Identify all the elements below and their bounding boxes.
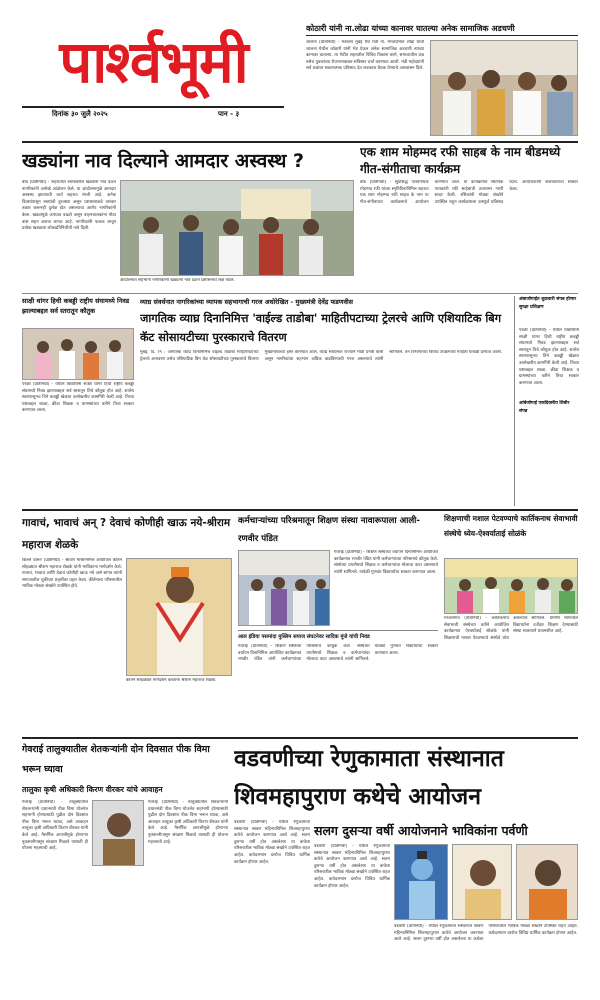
headline-kabaddi: साक्षी थांगर हिची कबड्डी राष्ट्रीय संघामध्ये निवड झाल्याबद्दल सर्व स्तरातून कौतुक: [22, 297, 130, 315]
photo-renuka-person1: [452, 844, 512, 920]
caption-gavach: कीर्तन सोहळ्यात मार्गदर्शन करताना श्रीराम महाराज शेळके.: [126, 678, 217, 683]
headline-mashal: शिक्षणाची मशाल पेटवण्याचे कार्तिकनाथ सेवाभावी संस्थेचे ध्येय-ऐश्वर्याताई सोळंके: [444, 514, 578, 538]
caption-mla: आंदोलनात सहभागी नागरिकांनी खड्यांना नावे देऊन प्रशासनाचे लक्ष वेधले.: [120, 278, 235, 283]
kicker-wildlife: व्याघ्र संवर्धनात नागरिकांच्या व्यापक सहभागाची गरज अधोरेखित - मुख्यमंत्री देवेंद्र फडणवीस: [140, 298, 353, 306]
headline-rafi: एक शाम मोहम्मद रफी साहब के नाम बीडमध्ये गीत-संगीताचा कार्यक्रम: [360, 145, 561, 176]
body-shikshan-2: गेवराई (प्रतिनिधी) - शिक्षण संस्थेच्या वर्धापन दिनानिमित्त आयोजित कार्यक्रमात रणवीर पंडित यांनी कर्मचाऱ्यांच्या परिश्रमाचे कौतुक केले. संस्थेच्या प्रगतीमध्ये शिक्षक व कर्मचाऱ्यांचा मोलाचा वाटा असल्याचे त्यांनी सांगितले. यावेळी गुणवंत विद्यार्थ्यांचा सत्कार करण्यात आला.: [238, 644, 438, 663]
article-wildlife: [140, 296, 508, 506]
body-renuka: वडवणी (प्रतिनिधी) - येथील रेणुकामाता संस्थानात श्रावण महिन्यानिमित्त शिवमहापुराण कथेचे आयोजन करण्यात आले आहे. सलग दुसऱ्या वर्षी होत असलेल्या या कथेला परिसरातील भाविक मोठ्या संख्येने उपस्थित राहत आहेत. कथेदरम्यान दररोज विविध धार्मिक कार्यक्रम होणार आहेत.: [234, 820, 310, 865]
photo-shikshan: [238, 550, 330, 626]
rule-bottom: [22, 737, 578, 739]
article-mashal: [444, 512, 578, 734]
masthead-rule: [22, 106, 284, 108]
side-box-filler: परळी (प्रतिनिधी) - येथील विद्यार्थिनी साक्षी थांगर हिची राष्ट्रीय कबड्डी संघामध्ये निवड झाल्याबद्दल सर्व स्तरातून तिचे कौतुक होत आहे. शालेय स्तरापासूनच तिने कबड्डी खेळात उल्लेखनीय कामगिरी केली आहे. तिच्या यशाबद्दल शाळा, क्रीडा शिक्षक व ग्रामस्थांच्या वतीने तिचा सत्कार करण्यात आला.: [519, 328, 579, 386]
headline-mla: खड्यांना नाव दिल्याने आमदार अस्वस्थ ?: [22, 150, 305, 172]
headline-renuka: वडवणीच्या रेणुकामाता संस्थानात शिवमहापुराण कथेचे आयोजन: [234, 746, 504, 810]
headline-wildlife: जागतिक व्याघ्र दिनानिमित्त 'वाईल्ड ताडोबा' माहितीपटाच्या ट्रेलरचे आणि एशियाटिक बिग कॅट सोसायटीच्या पुरस्काराचे वितरण: [140, 312, 502, 344]
masthead: [22, 20, 284, 122]
subhead-renuka: सलग दुसऱ्या वर्षी आयोजनाने भाविकांना पर्वणी: [314, 823, 528, 838]
photo-kabaddi: [22, 328, 134, 380]
rule-mid2: [22, 509, 578, 511]
photo-renuka-person2: [516, 844, 578, 920]
body-pikvima: गेवराई (प्रतिनिधी) - तालुक्यातील शेतकऱ्यांनी प्रधानमंत्री पीक विमा योजनेत सहभागी होण्यासाठी पुढील दोन दिवसांत पीक विमा भरून घ्यावा, असे आवाहन तालुका कृषी अधिकारी किरण वीरकर यांनी केले आहे. नैसर्गिक आपत्तीमुळे होणाऱ्या नुकसानीपासून संरक्षण मिळावे यासाठी ही योजना महत्त्वाची आहे.: [22, 800, 88, 852]
rule-top: [22, 141, 578, 143]
photo-kothari: [430, 40, 578, 136]
body-renuka-2: वडवणी (प्रतिनिधी) - येथील रेणुकामाता संस्थानात श्रावण महिन्यानिमित्त शिवमहापुराण कथेचे आयोजन करण्यात आले आहे. सलग दुसऱ्या वर्षी होत असलेल्या या कथेला परिसरातील भाविक मोठ्या संख्येने उपस्थित राहत आहेत. कथेदरम्यान दररोज विविध धार्मिक कार्यक्रम होणार आहेत.: [314, 844, 390, 889]
article-kabaddi: [22, 296, 134, 506]
photo-pikvima: [92, 800, 144, 866]
body-mla: बीड (प्रतिनिधी) - शहरातील रस्त्यांवरील खड्यांना नाव देऊन नागरिकांनी अनोखे आंदोलन केले. या आंदोलनामुळे आमदार अस्वस्थ झाल्याची चर्चा शहरात रंगली आहे. अनेक दिवसांपासून रस्त्यांची दुरवस्था असून प्रशासनाकडे वारंवार तक्रार करूनही दुर्लक्ष होत असल्याचा आरोप नागरिकांनी केला. खड्यांमुळे अपघात वाढले असून वाहनचालकांना मोठा त्रास सहन करावा लागत आहे. नागरिकांनी फलक लावून प्रत्येक खड्याला लोकप्रतिनिधींची नावे दिली.: [22, 180, 116, 232]
headline-shikshan: कर्मचाऱ्यांच्या परिश्रमातून शिक्षण संस्था नावारूपाला आली-रणवीर पंडित: [238, 516, 420, 544]
body-mashal: माजलगाव (प्रतिनिधी) - कार्तिकनाथ सेवाभावी संस्थेच्या वतीने आयोजित कार्यक्रमात ऐश्वर्याताई सोळंके यांनी शिक्षणाची मशाल पेटवण्याचे संस्थेचे ध्येय असल्याचे सांगितले. ग्रामीण भागातील विद्यार्थ्यांना दर्जेदार शिक्षण देण्यासाठी संस्था सातत्याने प्रयत्नशील आहे.: [444, 616, 578, 641]
photo-mashal: [444, 558, 578, 614]
article-mla: [22, 144, 354, 290]
article-gavach: [22, 512, 232, 734]
article-pikvima: [22, 740, 228, 980]
subhead-shikshan: आल इंडिया पसमांदा मुस्लिम समाज संघटनेवर सादिक मुंजे यांची निवड: [238, 630, 438, 642]
body-gavach: किल्ले धारूर (प्रतिनिधी) - श्रावण मासानिमित्त आयोजित कीर्तन सोहळ्यात श्रीराम महाराज शेळके यांनी भाविकांना मार्गदर्शन केले. गावाचं, भावाचं आणि देवाचं कोणीही खाऊ नये असे सांगत त्यांनी समाजातील चुकीच्या प्रवृत्तींवर प्रहार केला. कीर्तनाला परिसरातील भाविक मोठ्या संख्येने उपस्थित होते.: [22, 558, 122, 590]
masthead-date: दिनांक ३० जुलै २०२५: [52, 110, 108, 118]
body-pikvima-2: गेवराई (प्रतिनिधी) - तालुक्यातील शेतकऱ्यांनी प्रधानमंत्री पीक विमा योजनेत सहभागी होण्यासाठी पुढील दोन दिवसांत पीक विमा भरून घ्यावा, असे आवाहन तालुका कृषी अधिकारी किरण वीरकर यांनी केले आहे. नैसर्गिक आपत्तीमुळे होणाऱ्या नुकसानीपासून संरक्षण मिळावे यासाठी ही योजना महत्त्वाची आहे.: [148, 800, 228, 845]
rule-mid1: [22, 293, 578, 294]
body-renuka-3: वडवणी (प्रतिनिधी) - येथील रेणुकामाता संस्थानात श्रावण महिन्यानिमित्त शिवमहापुराण कथेचे आयोजन करण्यात आले आहे. सलग दुसऱ्या वर्षी होत असलेल्या या कथेला परिसरातील भाविक मोठ्या संख्येने उपस्थित राहत आहेत. कथेदरम्यान दररोज विविध धार्मिक कार्यक्रम होणार आहेत.: [394, 924, 578, 943]
masthead-title: पार्श्वभूमी: [59, 28, 247, 96]
article-renuka: [234, 740, 578, 980]
headline-gavach: गावाचं, भावाचं अन् ? देवाचं कोणीही खाऊ नये-श्रीराम महाराज शेळके: [22, 517, 231, 551]
body-wildlife: मुंबई, दि. २९ : जागतिक व्याघ्र दिनानिमित्त वाईल्ड ताडोबा माहितीपटाच्या ट्रेलरचे अनावरण तसेच एशियाटिक बिग कॅट सोसायटीच्या पुरस्कारांचे वितरण मुख्यमंत्र्यांच्या हस्ते करण्यात आले. व्याघ्र संवर्धनात राज्याने मोठी प्रगती केली असून नागरिकांचा सहभाग अधिक वाढविण्याची गरज असल्याचे त्यांनी सांगितले. वन विभागाच्या विविध उपक्रमांची माहिती यावेळी देण्यात आली.: [140, 350, 503, 362]
headline-pikvima: गेवराई तालुक्यातील शेतकऱ्यांनी दोन दिवसात पीक विमा भरून घ्यावा: [22, 744, 210, 775]
photo-renuka-shiva: [394, 844, 448, 920]
body-shikshan: गेवराई (प्रतिनिधी) - शिक्षण संस्थेच्या वर्धापन दिनानिमित्त आयोजित कार्यक्रमात रणवीर पंडित यांनी कर्मचाऱ्यांच्या परिश्रमाचे कौतुक केले. संस्थेच्या प्रगतीमध्ये शिक्षक व कर्मचाऱ्यांचा मोलाचा वाटा असल्याचे त्यांनी सांगितले. यावेळी गुणवंत विद्यार्थ्यांचा सत्कार करण्यात आला.: [334, 550, 438, 575]
body-kothari: जालना (प्रतिनिधी) - मंत्रालय मुंबई येथे मंत्री ना. मंगलप्रभात लोढा यांची जालना येथील कोठारी यांनी भेट घेऊन अनेक सामाजिक अडचणी त्यांच्या कानावर घातल्या. या भेटीत शहरातील विविध विकास कामे, समाजातील प्रश्न तसेच युवकांच्या रोजगाराबाबत सविस्तर चर्चा करण्यात आली. मंत्री महोदयांनी सर्व प्रश्नांवर सकारात्मक प्रतिसाद देत लवकरच बैठक घेण्याचे आश्वासन दिले.: [306, 40, 424, 72]
masthead-page: पान - ३: [218, 110, 240, 118]
side-box-wildlife: आंबेजोगाई एकदिवसीय शिबीर संपन्न: [519, 401, 570, 414]
subhead-pikvima: तालुका कृषी अधिकारी किरण वीरकर यांचे आवाहन: [22, 785, 163, 794]
photo-gavach: [126, 558, 232, 676]
photo-mla: [120, 180, 354, 276]
headline-kothari: कोठारी यांनी ना.लोढा यांच्या कानावर घातल्या अनेक सामाजिक अडचणी: [306, 22, 578, 36]
side-box-kabaddi: अंबाजोगाईत शुक्रवारी संपन्न होणार सुरक्षा प्रशिक्षण: [519, 297, 577, 310]
article-rafi: [360, 144, 578, 290]
side-box-column: [514, 296, 578, 506]
article-kothari: [306, 22, 578, 138]
article-shikshan: [238, 512, 438, 734]
body-rafi: बीड (प्रतिनिधी) - सुप्रसिद्ध पार्श्वगायक मोहम्मद रफी यांच्या स्मृतिदिनानिमित्त शहरात एक शाम मोहम्मद रफी साहब के नाम या गीत-संगीताच्या कार्यक्रमाचे आयोजन करण्यात आले. या कार्यक्रमात स्थानिक गायकांनी रफी साहेबांची अजरामर गाणी सादर केली. रसिकांनी मोठ्या संख्येने उपस्थित राहून कार्यक्रमाला उत्स्फूर्त प्रतिसाद दिला. आयोजकांनी कलाकारांचा सत्कार केला.: [360, 180, 578, 205]
body-kabaddi: परळी (प्रतिनिधी) - येथील विद्यार्थिनी साक्षी थांगर हिची राष्ट्रीय कबड्डी संघामध्ये निवड झाल्याबद्दल सर्व स्तरातून तिचे कौतुक होत आहे. शालेय स्तरापासूनच तिने कबड्डी खेळात उल्लेखनीय कामगिरी केली आहे. तिच्या यशाबद्दल शाळा, क्रीडा शिक्षक व ग्रामस्थांच्या वतीने तिचा सत्कार करण्यात आला.: [22, 382, 134, 414]
